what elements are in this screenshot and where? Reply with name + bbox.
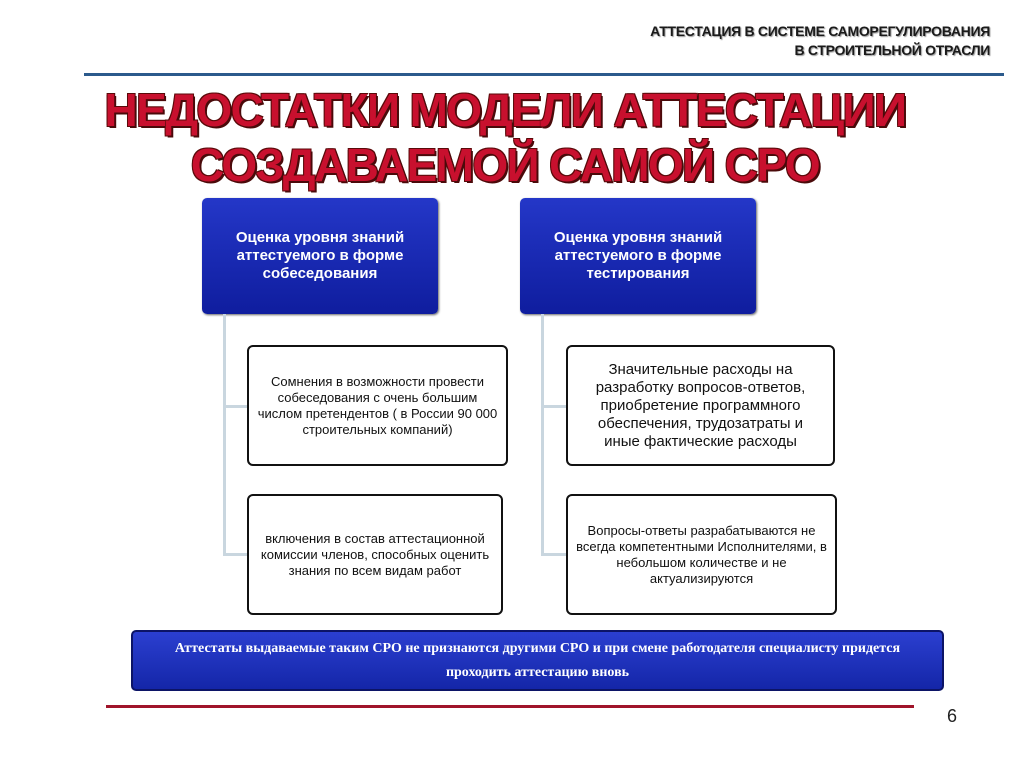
header-divider <box>84 73 1004 76</box>
slide-title-line-2: СОЗДАВАЕМОЙ САМОЙ СРО <box>190 139 820 191</box>
right-connector-branch-2 <box>541 553 567 556</box>
header-line-2: В СТРОИТЕЛЬНОЙ ОТРАСЛИ <box>794 42 990 58</box>
testing-assessment-box <box>520 198 756 314</box>
slide-title-line-1: НЕДОСТАТКИ МОДЕЛИ АТТЕСТАЦИИ <box>104 84 906 136</box>
left-connector-branch-2 <box>223 553 248 556</box>
interview-drawback-2-text: включения в состав аттестационной комиссии членов, способных оценить знания по всем видам работ <box>260 530 490 578</box>
interview-assessment-box <box>202 198 438 314</box>
conclusion-text: Аттестаты выдаваемые таким СРО не признаются другими СРО и при смене работодателя специалисту придется проходить аттестацию вновь <box>174 640 901 680</box>
footer-divider <box>106 705 914 708</box>
right-connector-branch-1 <box>541 405 567 408</box>
presentation-header <box>650 22 990 60</box>
interview-drawback-1-text: Сомнения в возможности провести собеседования с очень большим числом претендентов ( в России 90 000 строительных компаний) <box>257 373 498 437</box>
page-number: 6 <box>947 706 958 726</box>
testing-drawback-1 <box>566 345 835 466</box>
header-line-1: АТТЕСТАЦИЯ В СИСТЕМЕ САМОРЕГУЛИРОВАНИЯ <box>650 23 990 39</box>
interview-drawback-2 <box>247 494 503 615</box>
left-connector-vertical <box>223 314 226 556</box>
interview-drawback-1 <box>247 345 508 466</box>
interview-assessment-label: Оценка уровня знаний аттестуемого в форме собеседования <box>235 229 405 282</box>
conclusion-banner <box>131 630 944 691</box>
testing-drawback-1-text: Значительные расходы на разработку вопросов-ответов, приобретение программного обеспечения, трудозатраты и иные фактические расходы <box>595 360 806 450</box>
testing-assessment-label: Оценка уровня знаний аттестуемого в форме тестирования <box>553 229 723 282</box>
testing-drawback-2 <box>566 494 837 615</box>
testing-drawback-2-text: Вопросы-ответы разрабатываются не всегда компетентными Исполнителями, в небольшом количестве и не актуализируются <box>576 522 827 586</box>
right-connector-vertical <box>541 314 544 556</box>
left-connector-branch-1 <box>223 405 248 408</box>
